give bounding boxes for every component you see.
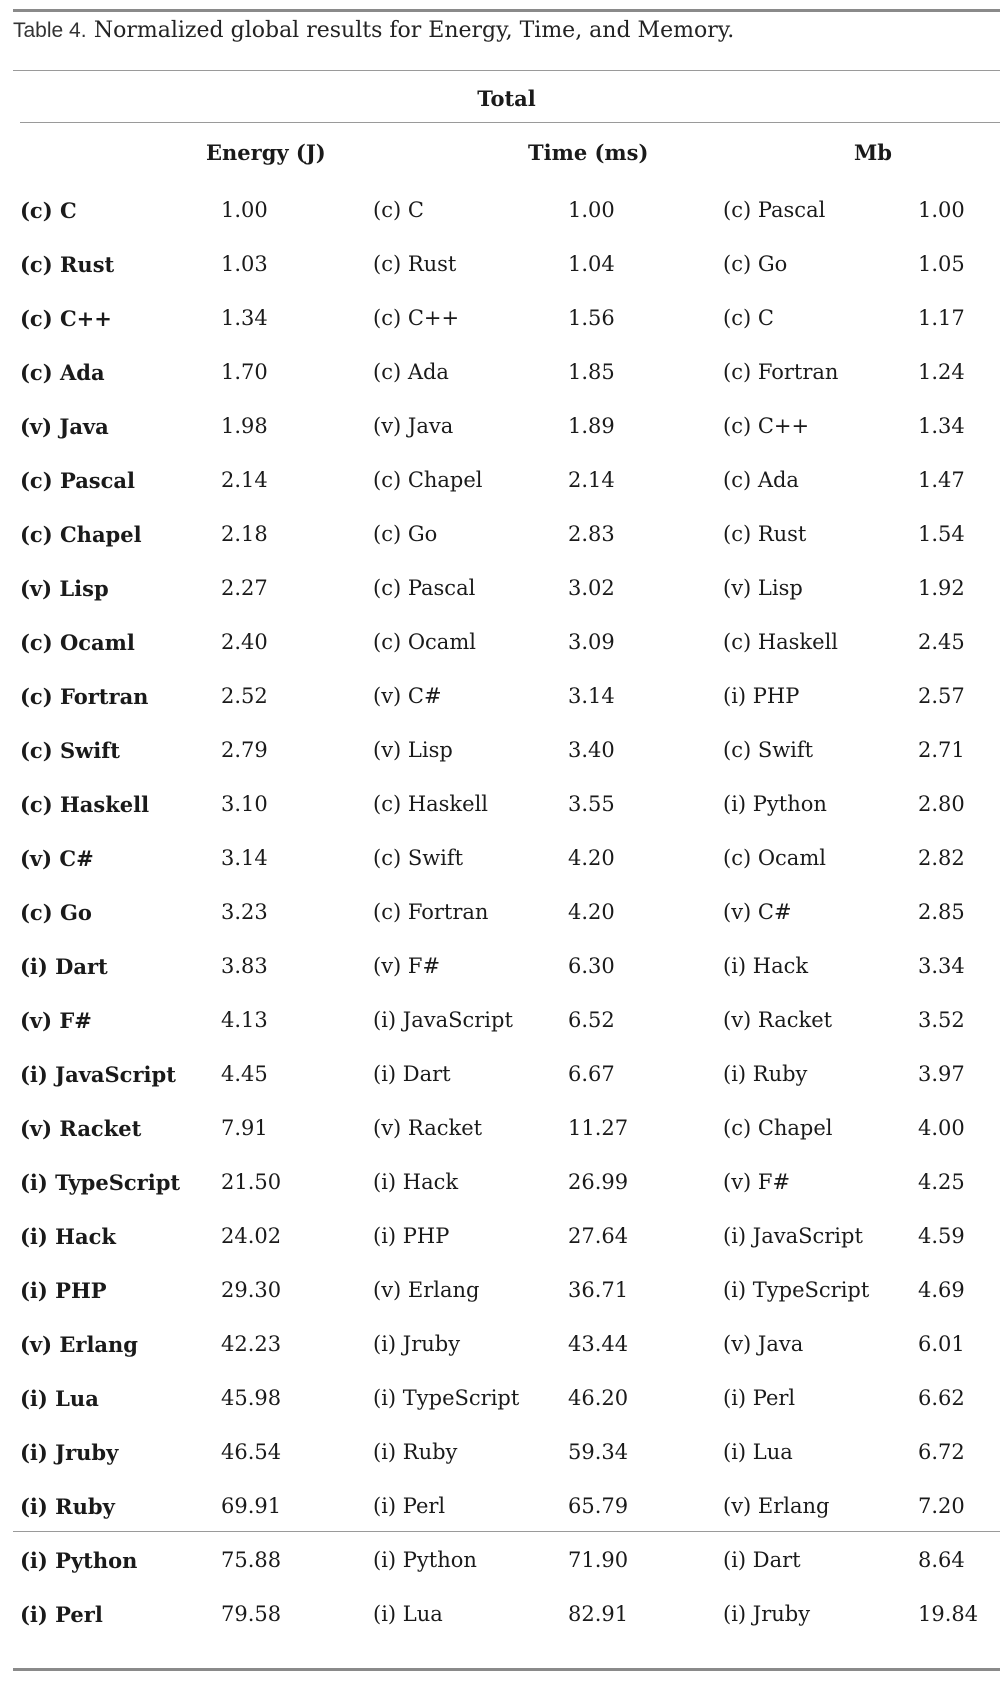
energy-value-cell: 24.02 [221, 1224, 282, 1248]
memory-language-cell: (v) Erlang [723, 1494, 830, 1518]
time-language-cell: (i) TypeScript [373, 1386, 520, 1410]
energy-language-cell: (v) Erlang [20, 1331, 138, 1357]
time-value-cell: 2.14 [568, 468, 615, 492]
header-rule-sub [20, 122, 1000, 123]
time-value-cell: 3.40 [568, 738, 615, 762]
time-language-cell: (c) Ocaml [373, 630, 476, 654]
energy-language-cell: (c) Pascal [20, 467, 135, 493]
time-language-cell: (i) Ruby [373, 1440, 458, 1464]
memory-value-cell: 4.00 [918, 1116, 965, 1140]
energy-language-cell: (c) Swift [20, 737, 120, 763]
table-row [20, 1317, 998, 1371]
time-language-cell: (v) Erlang [373, 1278, 480, 1302]
time-value-cell: 71.90 [568, 1548, 629, 1572]
time-value-cell: 43.44 [568, 1332, 629, 1356]
time-language-cell: (c) Swift [373, 846, 464, 870]
caption-label: Table 4. [13, 19, 87, 42]
energy-value-cell: 2.14 [221, 468, 268, 492]
time-value-cell: 11.27 [568, 1116, 629, 1140]
memory-language-cell: (i) JavaScript [723, 1224, 863, 1248]
table-row [20, 1209, 998, 1263]
time-language-cell: (c) Go [373, 522, 438, 546]
time-value-cell: 6.67 [568, 1062, 615, 1086]
time-language-cell: (i) Dart [373, 1062, 451, 1086]
energy-value-cell: 21.50 [221, 1170, 282, 1194]
memory-value-cell: 1.47 [918, 468, 965, 492]
header-rule-top [13, 70, 1000, 71]
table-caption [13, 14, 734, 47]
memory-language-cell: (c) Rust [723, 522, 807, 546]
memory-value-cell: 4.59 [918, 1224, 965, 1248]
time-language-cell: (c) C++ [373, 306, 460, 330]
time-language-cell: (i) JavaScript [373, 1008, 513, 1032]
memory-language-cell: (i) Python [723, 792, 827, 816]
table-row [20, 1371, 998, 1425]
energy-value-cell: 1.70 [221, 360, 268, 384]
energy-language-cell: (i) Perl [20, 1601, 103, 1627]
table-row [20, 237, 998, 291]
table-row [20, 1533, 998, 1587]
table-row [20, 615, 998, 669]
memory-language-cell: (v) C# [723, 900, 792, 924]
memory-language-cell: (i) Perl [723, 1386, 796, 1410]
memory-language-cell: (c) Swift [723, 738, 814, 762]
memory-value-cell: 1.00 [918, 198, 965, 222]
table-row [20, 777, 998, 831]
time-value-cell: 82.91 [568, 1602, 629, 1626]
time-value-cell: 6.52 [568, 1008, 615, 1032]
memory-value-cell: 6.62 [918, 1386, 965, 1410]
time-language-cell: (c) Pascal [373, 576, 476, 600]
energy-language-cell: (i) TypeScript [20, 1169, 181, 1195]
time-language-cell: (v) C# [373, 684, 442, 708]
time-value-cell: 6.30 [568, 954, 615, 978]
table-row [20, 507, 998, 561]
table-row [20, 183, 998, 237]
energy-value-cell: 42.23 [221, 1332, 282, 1356]
energy-value-cell: 2.52 [221, 684, 268, 708]
energy-value-cell: 29.30 [221, 1278, 282, 1302]
memory-language-cell: (v) Lisp [723, 576, 803, 600]
memory-value-cell: 2.80 [918, 792, 965, 816]
memory-value-cell: 8.64 [918, 1548, 965, 1572]
time-value-cell: 46.20 [568, 1386, 629, 1410]
table-row [20, 1479, 998, 1533]
memory-value-cell: 2.85 [918, 900, 965, 924]
energy-value-cell: 1.03 [221, 252, 268, 276]
memory-language-cell: (v) Java [723, 1332, 804, 1356]
time-language-cell: (i) Lua [373, 1602, 443, 1626]
energy-value-cell: 3.14 [221, 846, 268, 870]
memory-value-cell: 6.72 [918, 1440, 965, 1464]
memory-value-cell: 7.20 [918, 1494, 965, 1518]
column-header-time: Time (ms) [528, 140, 649, 165]
table-row [20, 831, 998, 885]
memory-value-cell: 3.97 [918, 1062, 965, 1086]
energy-language-cell: (i) Hack [20, 1223, 116, 1249]
time-language-cell: (i) Python [373, 1548, 477, 1572]
energy-value-cell: 75.88 [221, 1548, 282, 1572]
memory-value-cell: 2.71 [918, 738, 965, 762]
energy-value-cell: 7.91 [221, 1116, 268, 1140]
energy-value-cell: 2.40 [221, 630, 268, 654]
energy-language-cell: (v) C# [20, 845, 94, 871]
time-language-cell: (i) Jruby [373, 1332, 461, 1356]
time-value-cell: 4.20 [568, 900, 615, 924]
memory-value-cell: 1.54 [918, 522, 965, 546]
time-value-cell: 1.89 [568, 414, 615, 438]
energy-value-cell: 3.10 [221, 792, 268, 816]
time-language-cell: (i) PHP [373, 1224, 450, 1248]
energy-language-cell: (i) Lua [20, 1385, 99, 1411]
memory-value-cell: 2.82 [918, 846, 965, 870]
time-language-cell: (i) Perl [373, 1494, 446, 1518]
memory-value-cell: 4.25 [918, 1170, 965, 1194]
energy-value-cell: 2.27 [221, 576, 268, 600]
table-row [20, 1155, 998, 1209]
column-header-memory: Mb [854, 140, 892, 165]
memory-language-cell: (v) Racket [723, 1008, 833, 1032]
time-value-cell: 3.14 [568, 684, 615, 708]
top-rule [13, 9, 1000, 12]
table-row [20, 885, 998, 939]
energy-language-cell: (v) Racket [20, 1115, 142, 1141]
time-value-cell: 3.55 [568, 792, 615, 816]
energy-language-cell: (c) Go [20, 899, 92, 925]
time-value-cell: 59.34 [568, 1440, 629, 1464]
table-row [20, 399, 998, 453]
results-table [20, 183, 998, 1641]
time-language-cell: (v) Racket [373, 1116, 483, 1140]
time-value-cell: 1.04 [568, 252, 615, 276]
energy-value-cell: 3.23 [221, 900, 268, 924]
energy-language-cell: (c) Ocaml [20, 629, 135, 655]
energy-language-cell: (i) Python [20, 1547, 138, 1573]
energy-language-cell: (c) Chapel [20, 521, 142, 547]
energy-language-cell: (v) F# [20, 1007, 92, 1033]
memory-value-cell: 3.34 [918, 954, 965, 978]
energy-value-cell: 69.91 [221, 1494, 282, 1518]
energy-language-cell: (i) JavaScript [20, 1061, 176, 1087]
memory-value-cell: 19.84 [918, 1602, 979, 1626]
memory-language-cell: (c) Ocaml [723, 846, 826, 870]
bottom-rule [13, 1668, 1000, 1671]
table-row [20, 993, 998, 1047]
table-row [20, 345, 998, 399]
time-value-cell: 3.02 [568, 576, 615, 600]
memory-value-cell: 1.34 [918, 414, 965, 438]
results-table-body [20, 183, 998, 1641]
energy-value-cell: 4.13 [221, 1008, 268, 1032]
memory-value-cell: 2.57 [918, 684, 965, 708]
table-row [20, 1263, 998, 1317]
time-value-cell: 3.09 [568, 630, 615, 654]
energy-value-cell: 3.83 [221, 954, 268, 978]
time-language-cell: (c) Rust [373, 252, 457, 276]
time-language-cell: (i) Hack [373, 1170, 459, 1194]
memory-value-cell: 1.24 [918, 360, 965, 384]
time-language-cell: (c) Fortran [373, 900, 489, 924]
memory-value-cell: 1.17 [918, 306, 965, 330]
energy-language-cell: (v) Lisp [20, 575, 109, 601]
memory-language-cell: (c) Chapel [723, 1116, 833, 1140]
table-row [20, 1587, 998, 1641]
caption-text: Normalized global results for Energy, Time, and Memory. [93, 18, 735, 43]
time-language-cell: (c) Haskell [373, 792, 489, 816]
time-language-cell: (v) Lisp [373, 738, 453, 762]
time-value-cell: 1.56 [568, 306, 615, 330]
group-header-total: Total [477, 86, 536, 111]
energy-language-cell: (c) Fortran [20, 683, 149, 709]
time-language-cell: (v) F# [373, 954, 441, 978]
memory-language-cell: (i) Jruby [723, 1602, 811, 1626]
table-end-rule [13, 1531, 1000, 1532]
time-value-cell: 4.20 [568, 846, 615, 870]
memory-language-cell: (v) F# [723, 1170, 791, 1194]
memory-value-cell: 4.69 [918, 1278, 965, 1302]
memory-language-cell: (i) Lua [723, 1440, 793, 1464]
memory-value-cell: 1.92 [918, 576, 965, 600]
time-value-cell: 27.64 [568, 1224, 629, 1248]
table-row [20, 561, 998, 615]
memory-language-cell: (c) C [723, 306, 774, 330]
memory-value-cell: 2.45 [918, 630, 965, 654]
memory-language-cell: (i) Ruby [723, 1062, 808, 1086]
energy-language-cell: (i) Ruby [20, 1493, 115, 1519]
memory-value-cell: 6.01 [918, 1332, 965, 1356]
energy-language-cell: (c) C++ [20, 305, 112, 331]
memory-language-cell: (c) Pascal [723, 198, 826, 222]
time-language-cell: (c) Ada [373, 360, 449, 384]
time-value-cell: 1.85 [568, 360, 615, 384]
memory-language-cell: (c) Ada [723, 468, 799, 492]
table-row [20, 669, 998, 723]
energy-value-cell: 1.00 [221, 198, 268, 222]
table-row [20, 939, 998, 993]
column-header-energy: Energy (J) [206, 140, 326, 165]
memory-language-cell: (c) Fortran [723, 360, 839, 384]
time-language-cell: (v) Java [373, 414, 454, 438]
memory-value-cell: 3.52 [918, 1008, 965, 1032]
memory-value-cell: 1.05 [918, 252, 965, 276]
time-value-cell: 36.71 [568, 1278, 629, 1302]
time-value-cell: 1.00 [568, 198, 615, 222]
table-row [20, 453, 998, 507]
energy-language-cell: (c) C [20, 197, 77, 223]
memory-language-cell: (i) TypeScript [723, 1278, 870, 1302]
energy-value-cell: 1.98 [221, 414, 268, 438]
memory-language-cell: (i) Dart [723, 1548, 801, 1572]
energy-language-cell: (c) Haskell [20, 791, 150, 817]
table-row [20, 291, 998, 345]
time-language-cell: (c) C [373, 198, 424, 222]
energy-language-cell: (i) Dart [20, 953, 108, 979]
energy-language-cell: (i) Jruby [20, 1439, 119, 1465]
time-value-cell: 26.99 [568, 1170, 629, 1194]
energy-value-cell: 2.79 [221, 738, 268, 762]
time-value-cell: 2.83 [568, 522, 615, 546]
energy-language-cell: (i) PHP [20, 1277, 107, 1303]
energy-language-cell: (c) Rust [20, 251, 115, 277]
memory-language-cell: (i) Hack [723, 954, 809, 978]
table-row [20, 723, 998, 777]
energy-value-cell: 4.45 [221, 1062, 268, 1086]
table-row [20, 1101, 998, 1155]
time-language-cell: (c) Chapel [373, 468, 483, 492]
memory-language-cell: (c) C++ [723, 414, 810, 438]
memory-language-cell: (c) Go [723, 252, 788, 276]
memory-language-cell: (c) Haskell [723, 630, 839, 654]
energy-language-cell: (c) Ada [20, 359, 105, 385]
energy-value-cell: 46.54 [221, 1440, 282, 1464]
memory-language-cell: (i) PHP [723, 684, 800, 708]
energy-value-cell: 2.18 [221, 522, 268, 546]
table-row [20, 1425, 998, 1479]
energy-value-cell: 79.58 [221, 1602, 282, 1626]
energy-value-cell: 45.98 [221, 1386, 282, 1410]
energy-value-cell: 1.34 [221, 306, 268, 330]
time-value-cell: 65.79 [568, 1494, 629, 1518]
energy-language-cell: (v) Java [20, 413, 109, 439]
table-row [20, 1047, 998, 1101]
